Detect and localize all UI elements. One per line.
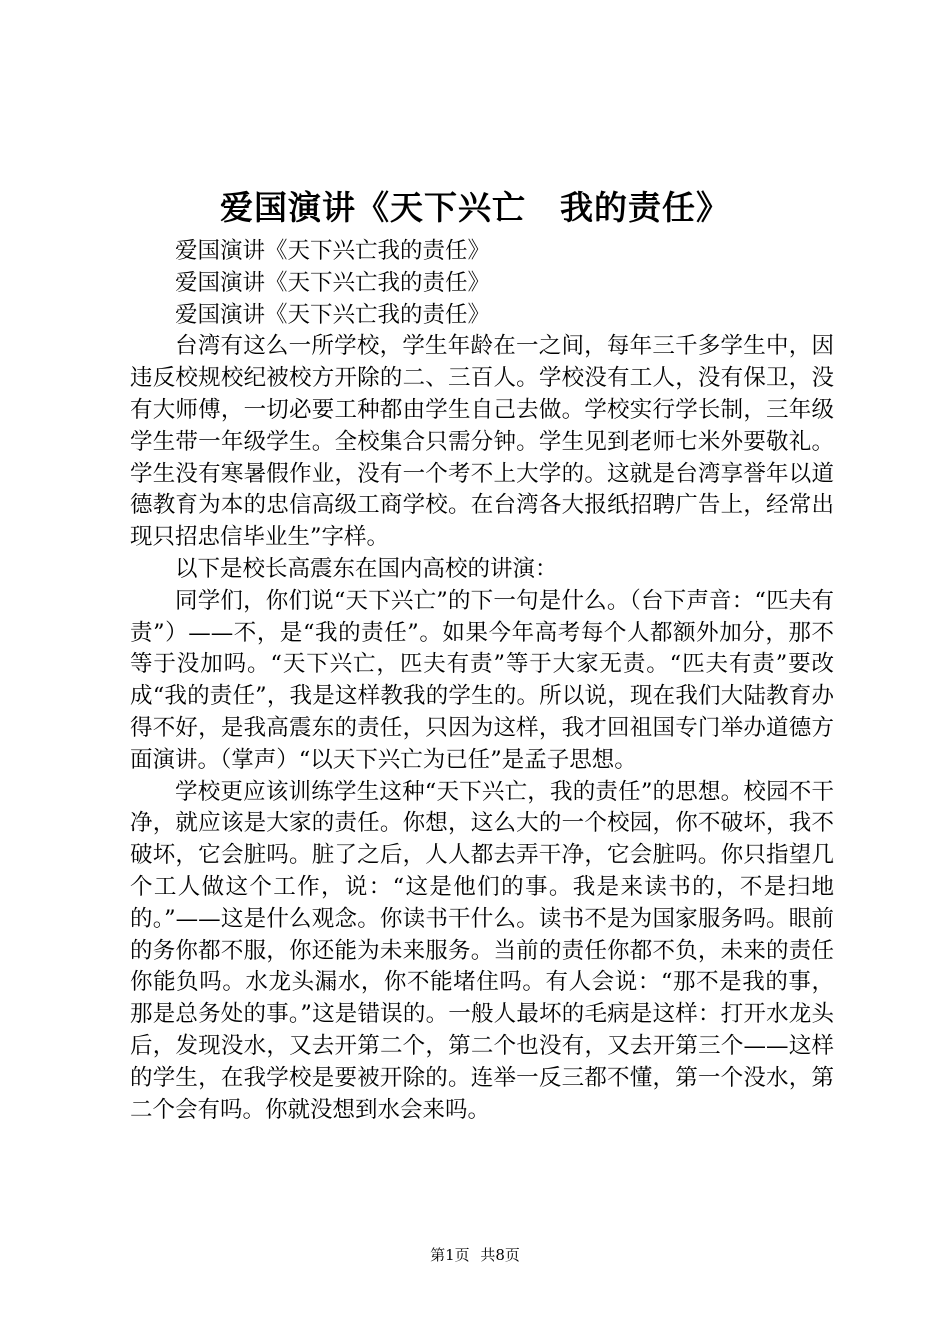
page-number: 第1页 [430,1246,470,1264]
paragraph-speech-lead: 以下是校长高震东在国内高校的讲演： [175,555,558,582]
document-body [130,236,834,1126]
paragraph-speech-2: 学校更应该训练学生这种“天下兴亡，我的责任”的思想。校园不干净，就应该是大家的责任。你想，这么大的一个校园，你不破坏，我不破坏，它会脏吗。脏了之后，人人都去弄干净，它会脏吗。你只指望几个工人做这个工作，说：“这是他们的事。我是来读书的，不是扫地的。”——这是什么观念。你读书干什么。读书不是为国家服务吗。眼前的务你都不服，你还能为未来服务。当前的责任你都不负，未来的责任你能负吗。水龙头漏水，你不能堵住吗。有人会说：“那不是我的事，那是总务处的事。”这是错误的。一般人最坏的毛病是这样：打开水龙头后，发现没水，又去开第二个，第二个也没有，又去开第三个——这样的学生，在我学校是要被开除的。连举一反三都不懂，第一个没水，第二个会有吗。你就没想到水会来吗。 [130,778,834,1123]
paragraph-school-intro: 台湾有这么一所学校，学生年龄在一之间，每年三千多学生中，因违反校规校纪被校方开除的二、三百人。学校没有工人，没有保卫，没有大师傅，一切必要工种都由学生自己去做。学校实行学长制，三年级学生带一年级学生。全校集合只需分钟。学生见到老师七米外要敬礼。学生没有寒暑假作业，没有一个考不上大学的。这就是台湾享誉年以道德教育为本的忠信高级工商学校。在台湾各大报纸招聘广告上，经常出现只招忠信毕业生”字样。 [130,333,834,551]
page-footer [0,1244,950,1265]
paragraph-heading-1: 爱国演讲《天下兴亡我的责任》 [175,238,491,264]
page-total: 共8页 [480,1246,520,1264]
paragraph-heading-3: 爱国演讲《天下兴亡我的责任》 [175,301,491,328]
document-title: 爱国演讲《天下兴亡 我的责任》 [220,188,730,227]
paragraph-speech-1: 同学们，你们说“天下兴亡”的下一句是什么。（台下声音：“匹夫有责”）——不，是“我的责任”。如果今年高考每个人都额外加分，那不等于没加吗。“天下兴亡，匹夫有责”等于大家无责。“匹夫有责”要改成“我的责任”，我是这样教我的学生的。所以说，现在我们大陆教育办得不好，是我高震东的责任，只因为这样，我才回祖国专门举办道德方面演讲。（掌声）“以天下兴亡为已任”是孟子思想。 [130,587,834,773]
paragraph-heading-2: 爱国演讲《天下兴亡我的责任》 [175,269,491,296]
